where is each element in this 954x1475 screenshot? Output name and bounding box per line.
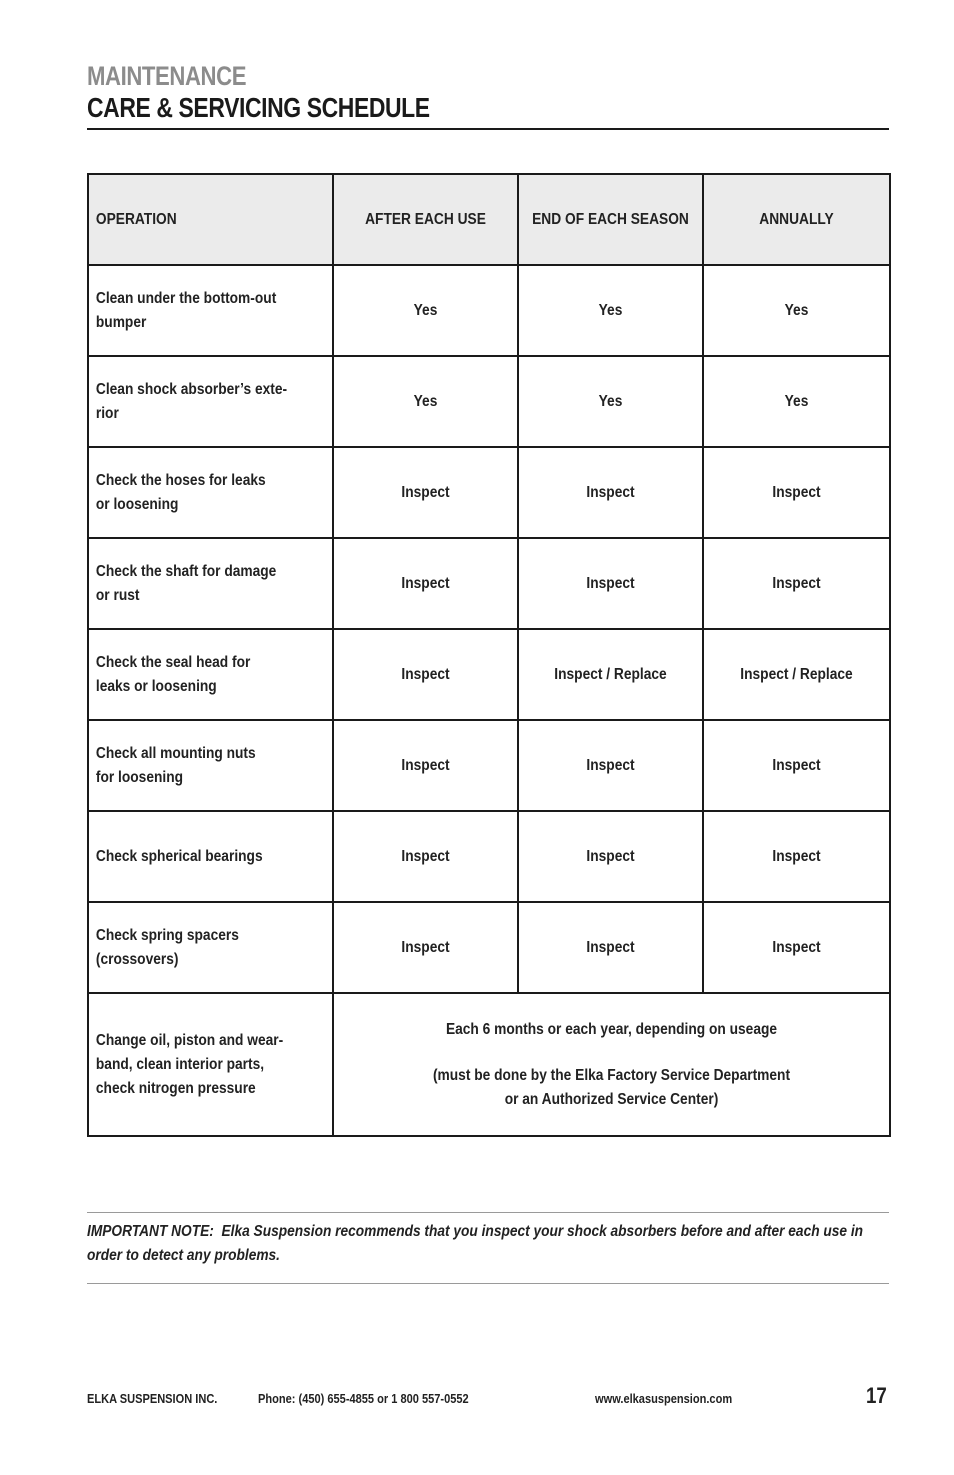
important-note [87,1220,889,1268]
page-header [87,60,889,124]
after-each-use-cell: Inspect [333,447,518,538]
table-row [88,356,890,447]
column-header-after-each-use: AFTER EACH USE [333,174,518,265]
operation-cell: Check the seal head for leaks or loosening [88,629,333,720]
end-of-season-cell: Yes [518,356,703,447]
after-each-use-cell: Inspect [333,720,518,811]
note-divider-top [87,1212,889,1213]
after-each-use-cell: Inspect [333,811,518,902]
operation-cell: Check all mounting nuts for loosening [88,720,333,811]
table-row [88,447,890,538]
annually-cell: Inspect [703,538,890,629]
column-header-operation: OPERATION [88,174,333,265]
operation-cell: Check spring spacers (crossovers) [88,902,333,993]
table-row [88,629,890,720]
after-each-use-cell: Inspect [333,629,518,720]
column-header-end-of-season: END OF EACH SEASON [518,174,703,265]
note-text: Elka Suspension recommends that you inspect your shock absorbers before and after each use in order to detect any problems. [87,1223,864,1264]
end-of-season-cell: Yes [518,265,703,356]
service-frequency-cell [333,993,890,1136]
table-row-service [88,993,890,1136]
table-row [88,811,890,902]
title-divider [87,128,889,130]
after-each-use-cell: Yes [333,356,518,447]
section-title: MAINTENANCE [87,61,247,91]
annually-cell: Yes [703,265,890,356]
footer-website: www.elkasuspension.com [595,1391,733,1406]
end-of-season-cell: Inspect [518,811,703,902]
operation-cell: Change oil, piston and wear- band, clean interior parts, check nitrogen pressure [88,993,333,1136]
note-label: IMPORTANT NOTE: [87,1223,214,1240]
page-number: 17 [866,1383,887,1408]
end-of-season-cell: Inspect / Replace [518,629,703,720]
operation-cell: Clean shock absorber’s exte- rior [88,356,333,447]
annually-cell: Yes [703,356,890,447]
table-row [88,538,890,629]
page-title: CARE & SERVICING SCHEDULE [87,92,430,123]
operation-cell: Clean under the bottom-out bumper [88,265,333,356]
service-requirement-text: (must be done by the Elka Factory Service Department or an Authorized Service Center) [432,1066,791,1108]
end-of-season-cell: Inspect [518,902,703,993]
operation-cell: Check the shaft for damage or rust [88,538,333,629]
service-frequency-text: Each 6 months or each year, depending on useage [445,1020,778,1038]
note-divider-bottom [87,1283,889,1284]
operation-cell: Check spherical bearings [88,811,333,902]
annually-cell: Inspect / Replace [703,629,890,720]
table-row [88,720,890,811]
footer-phone: Phone: (450) 655-4855 or 1 800 557-0552 [258,1391,469,1406]
annually-cell: Inspect [703,902,890,993]
table-header-row [88,174,890,265]
annually-cell: Inspect [703,447,890,538]
after-each-use-cell: Yes [333,265,518,356]
end-of-season-cell: Inspect [518,538,703,629]
footer-company: ELKA SUSPENSION INC. [87,1391,218,1406]
column-header-annually: ANNUALLY [703,174,890,265]
after-each-use-cell: Inspect [333,902,518,993]
table-row [88,265,890,356]
end-of-season-cell: Inspect [518,447,703,538]
operation-cell: Check the hoses for leaks or loosening [88,447,333,538]
annually-cell: Inspect [703,720,890,811]
schedule-table [87,173,891,1137]
after-each-use-cell: Inspect [333,538,518,629]
annually-cell: Inspect [703,811,890,902]
table-row [88,902,890,993]
end-of-season-cell: Inspect [518,720,703,811]
